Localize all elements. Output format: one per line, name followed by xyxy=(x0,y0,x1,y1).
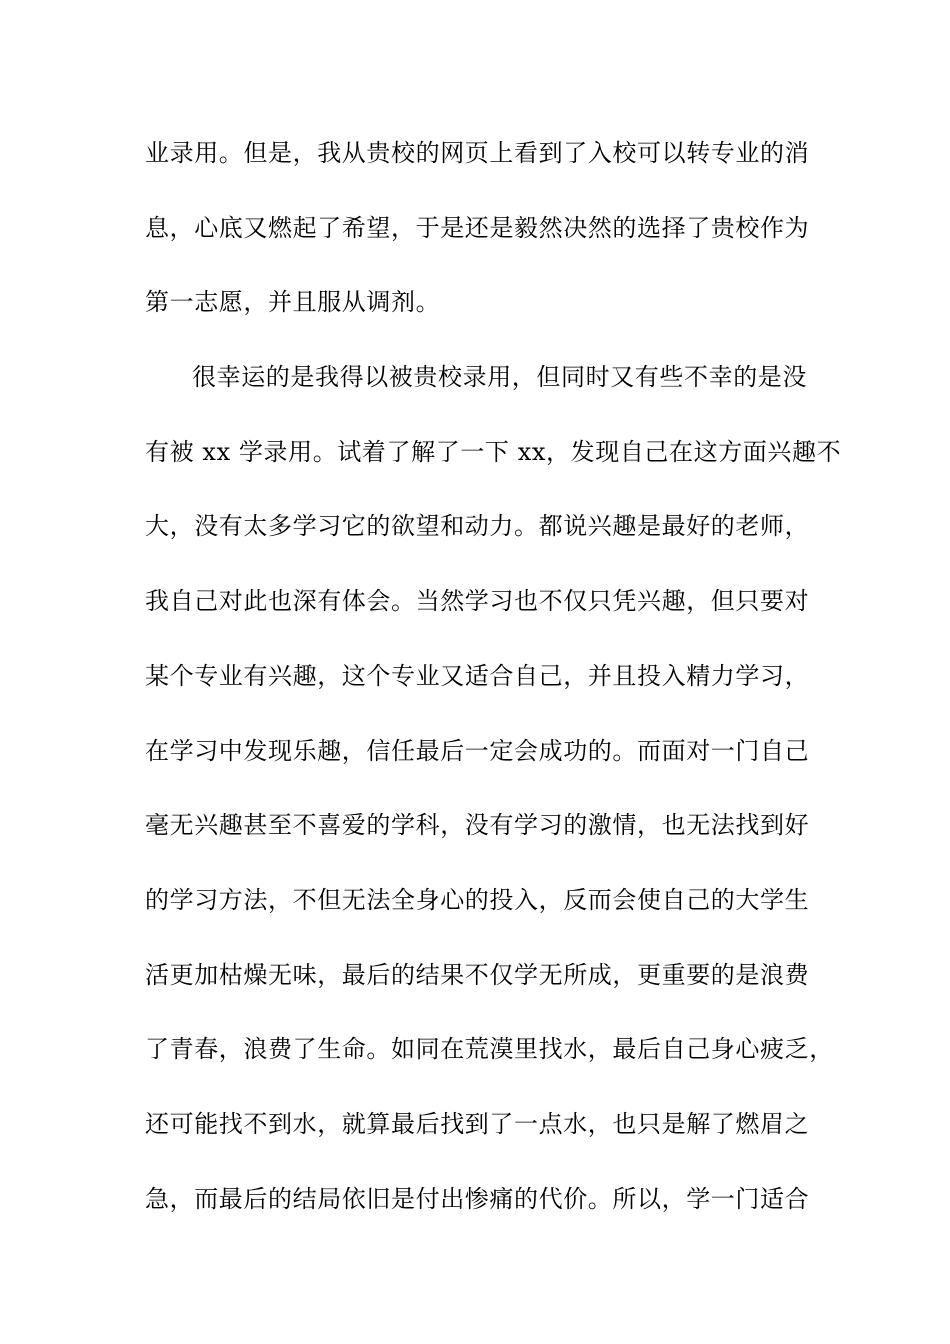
text-line: 急，而最后的结局依旧是付出惨痛的代价。所以，学一门适合 xyxy=(145,1184,810,1213)
text-line: 还可能找不到水，就算最后找到了一点水，也只是解了燃眉之 xyxy=(145,1109,810,1138)
text-line: 第一志愿，并且服从调剂。 xyxy=(145,288,441,317)
text-line: 有被 xx 学录用。试着了解了一下 xx，发现自己在这方面兴趣不 xyxy=(145,437,842,466)
text-line: 息，心底又燃起了希望，于是还是毅然决然的选择了贵校作为 xyxy=(145,213,810,242)
text-line: 大，没有太多学习它的欲望和动力。都说兴趣是最好的老师， xyxy=(145,512,810,541)
text-line: 某个专业有兴趣，这个专业又适合自己，并且投入精力学习， xyxy=(145,661,810,690)
text-line: 的学习方法，不但无法全身心的投入，反而会使自己的大学生 xyxy=(145,885,810,914)
body-text xyxy=(145,127,842,1247)
text-line: 业录用。但是，我从贵校的网页上看到了入校可以转专业的消 xyxy=(145,139,810,167)
text-line: 毫无兴趣甚至不喜爱的学科，没有学习的激情，也无法找到好 xyxy=(145,811,810,840)
text-line: 活更加枯燥无味，最后的结果不仅学无所成，更重要的是浪费 xyxy=(145,960,810,989)
text-line: 在学习中发现乐趣，信任最后一定会成功的。而面对一门自己 xyxy=(145,736,810,765)
paragraph-start-line: 很幸运的是我得以被贵校录用，但同时又有些不幸的是没 xyxy=(192,363,807,392)
text-line: 了青春，浪费了生命。如同在荒漠里找水，最后自己身心疲乏， xyxy=(145,1035,834,1064)
text-line: 我自己对此也深有体会。当然学习也不仅只凭兴趣，但只要对 xyxy=(145,587,810,616)
